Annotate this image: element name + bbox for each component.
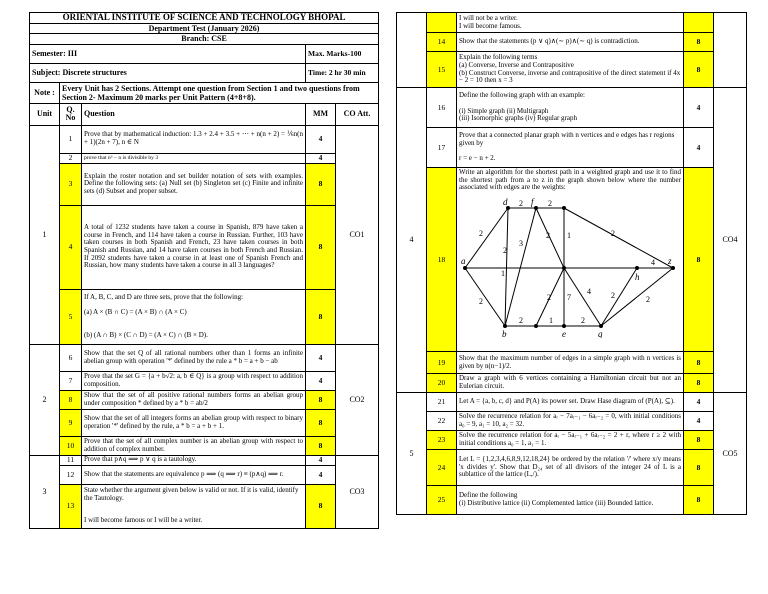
svg-text:1: 1 <box>501 268 505 278</box>
question-text: prove that n³ − n is divisible by 3 <box>82 153 306 163</box>
question-marks: 8 <box>684 352 714 374</box>
test-name: Department Test (January 2026) <box>30 23 379 34</box>
question-marks: 8 <box>306 289 336 344</box>
question-row <box>30 484 379 528</box>
unit-number: 2 <box>30 344 60 455</box>
col-qno: Q. No <box>60 103 82 125</box>
question-text: Show that the statements (p ∨ q)∧(∼ p)∧(∼ q) is contradiction. <box>457 33 684 52</box>
question-marks: 4 <box>306 455 336 465</box>
question-number: 21 <box>427 393 457 412</box>
question-row <box>397 374 747 393</box>
subject-label: Subject: Discrete structures <box>30 63 306 82</box>
question-number: 13 <box>60 484 82 528</box>
question-marks: 4 <box>306 465 336 484</box>
unit-cell-empty <box>397 13 427 88</box>
institute-name: ORIENTAL INSTITUTE OF SCIENCE AND TECHNOLOGY BHOPAL <box>30 13 379 24</box>
question-row <box>30 371 379 390</box>
question-row <box>397 33 747 52</box>
question-text: Define the following (i) Distributive lattice (ii) Complemented lattice (iii) Bounded lattice. <box>457 486 684 515</box>
question-row <box>30 465 379 484</box>
co-attainment: CO3 <box>336 455 379 528</box>
question-text: Prove that by mathematical induction: 1.3 + 2.4 + 3.5 + ⋯ + n(n + 2) = ⅙n(n + 1)(2n + 7), n ∈ N <box>82 125 306 153</box>
co-attainment: CO5 <box>714 393 747 515</box>
question-marks: 8 <box>684 486 714 515</box>
question-text: Show that the set of all integers forms an abelian group with respect to binary operation '*' defined by the rule, a * b = a + b + 1. <box>82 409 306 436</box>
question-number: 24 <box>427 450 457 486</box>
question-row <box>30 153 379 163</box>
question-marks: 8 <box>306 163 336 205</box>
svg-text:3: 3 <box>519 238 523 248</box>
question-number: 25 <box>427 486 457 515</box>
svg-text:2: 2 <box>611 290 615 300</box>
unit-number: 3 <box>30 455 60 528</box>
question-text: If A, B, C, and D are three sets, prove that the following: (a) A × (B ∩ C) = (A × B) ∩ (A × C) (b) (A ∩ B) × (C ∩ D) = (A × C) ∩ (B × D). <box>82 289 306 344</box>
question-text: Prove that a connected planar graph with n vertices and e edges has r regions given by r = e − n + 2. <box>457 128 684 168</box>
svg-text:z: z <box>668 255 672 266</box>
question-number: 10 <box>60 436 82 455</box>
question-number: 1 <box>60 125 82 153</box>
question-number: 3 <box>60 163 82 205</box>
question-marks: 8 <box>306 409 336 436</box>
question-marks: 4 <box>306 344 336 371</box>
question-text: State whether the argument given below is valid or not. If it is valid, identify the Tautology. I will become famous or I will be a writer. <box>82 484 306 528</box>
question-row <box>397 88 747 128</box>
question-text: Solve the recurrence relation for aᵣ − 5aᵣ₋₁ + 6aᵣ₋₂ = 2 + r, where r ≥ 2 with initial conditions a₀ = 1, a₁ = 1. <box>457 431 684 450</box>
svg-text:g: g <box>598 328 603 338</box>
question-marks: 8 <box>306 390 336 409</box>
svg-text:d: d <box>503 197 508 207</box>
question-row <box>397 352 747 374</box>
questions-table-left <box>29 103 379 529</box>
question-text: Solve the recurrence relation for aᵣ − 7aᵣ₋₁ − 6aᵣ₋₂ = 0, with initial conditions a₀ = 9, a₁ = 10, a₂ = 32. <box>457 412 684 431</box>
unit-number: 1 <box>30 125 60 344</box>
svg-text:2: 2 <box>581 315 585 325</box>
question-text: Prove that the set of all complex number is an abelian group with respect to addition of complex number. <box>82 436 306 455</box>
question-row <box>397 393 747 412</box>
question-marks: 8 <box>306 205 336 289</box>
question-text: Prove that the set G = {a + b√2: a, b ∈ Q} is a group with respect to addition composition. <box>82 371 306 390</box>
co-attainment: CO1 <box>336 125 379 344</box>
svg-text:e: e <box>562 328 566 338</box>
unit-number: 4 <box>397 88 427 393</box>
question-marks: 8 <box>684 33 714 52</box>
col-question: Question <box>82 103 306 125</box>
question-text: Let A = {a, b, c, d} and P(A) its power set. Draw Hase diagram of (P(A), ⊆). <box>457 393 684 412</box>
svg-text:2: 2 <box>611 228 615 238</box>
question-row <box>397 168 747 352</box>
svg-text:2: 2 <box>546 230 550 240</box>
question-number: 17 <box>427 128 457 168</box>
question-row <box>30 163 379 205</box>
max-marks-label: Max. Marks-100 <box>306 44 379 63</box>
question-text: Show that the maximum number of edges in a simple graph with n vertices is given by n(n−1)/2. <box>457 352 684 374</box>
question-text: Define the following graph with an example: (i) Simple graph (ii) Multigraph (iii) Isomorphic graphs (iv) Regular graph <box>457 88 684 128</box>
svg-text:h: h <box>635 271 640 282</box>
question-row <box>30 409 379 436</box>
col-mm: MM <box>306 103 336 125</box>
question-row <box>30 205 379 289</box>
question-marks: 4 <box>306 371 336 390</box>
question-text: A total of 1232 students have taken a course in Spanish, 879 have taken a course in French, and 114 have taken a course in Russian. Further, 103 have taken courses in both Spanish and French, 23 have taken courses in both Spanish and Russian, and 14 have taken courses in both French and Russian. If 2092 students have taken a course in at least one of Spanish French and Russian, how many students have taken a course in all 3 languages? <box>82 205 306 289</box>
svg-text:f: f <box>531 197 534 207</box>
left-page <box>29 12 378 529</box>
question-row <box>397 412 747 431</box>
question-row <box>397 486 747 515</box>
svg-text:4: 4 <box>651 257 655 267</box>
right-page <box>396 12 746 515</box>
question-marks: 4 <box>684 128 714 168</box>
svg-text:2: 2 <box>503 245 507 255</box>
question-marks: 8 <box>684 52 714 88</box>
co-attainment: CO2 <box>336 344 379 455</box>
question-text: Explain the roster notation and set builder notation of sets with examples. Define the following sets: (a) Null set (b) Singleton set (c) Finite and infinite sets (d) Subset and proper subset. <box>82 163 306 205</box>
question-marks: 4 <box>306 153 336 163</box>
question-number: 5 <box>60 289 82 344</box>
question-marks: 4 <box>306 125 336 153</box>
note-text: Every Unit has 2 Sections. Attempt one question from Section 1 and two questions from Section 2- Maximum 20 marks per Unit Pattern (4+8+8). <box>60 82 379 103</box>
question-number: 6 <box>60 344 82 371</box>
time-label: Time: 2 hr 30 min <box>306 63 379 82</box>
question-row <box>30 455 379 465</box>
svg-text:2: 2 <box>519 198 523 208</box>
question-marks: 8 <box>306 484 336 528</box>
question-text: Let L = {1,2,3,4,6,8,9,12,18,24} be ordered by the relation '/' where x/y means 'x divides y'. Show that D₂₄ set of all divisors of the integer 24 of L is a sublattice of the lattice (L,/). <box>457 450 684 486</box>
svg-text:a: a <box>461 255 466 266</box>
svg-text:2: 2 <box>548 198 552 208</box>
question-number: 12 <box>60 465 82 484</box>
svg-text:b: b <box>502 328 507 338</box>
weighted-graph-figure <box>461 198 676 338</box>
question-number: 19 <box>427 352 457 374</box>
question-text-continued: I will not be a writer. I will become famous. <box>457 13 684 33</box>
question-number: 4 <box>60 205 82 289</box>
question-number: 2 <box>60 153 82 163</box>
question-number: 23 <box>427 431 457 450</box>
question-cell <box>457 168 684 352</box>
question-text: Show that the set of all positive rational numbers forms an abelian group under composition * defined by a * b = ab/2 <box>82 390 306 409</box>
question-row <box>397 52 747 88</box>
question-row <box>30 125 379 153</box>
question-row <box>397 13 747 33</box>
unit-number: 5 <box>397 393 427 515</box>
svg-text:2: 2 <box>479 228 483 238</box>
svg-text:2: 2 <box>646 294 650 304</box>
question-marks: 8 <box>684 374 714 393</box>
question-row <box>30 344 379 371</box>
question-number: 22 <box>427 412 457 431</box>
question-marks: 8 <box>306 436 336 455</box>
question-marks: 8 <box>684 431 714 450</box>
question-marks: 4 <box>684 393 714 412</box>
question-text: Prove that p∧q ⟹ p ∨ q is a tautology. <box>82 455 306 465</box>
question-marks: 8 <box>684 168 714 352</box>
question-number: 7 <box>60 371 82 390</box>
question-row <box>397 128 747 168</box>
svg-text:4: 4 <box>587 286 591 296</box>
question-number: 16 <box>427 88 457 128</box>
col-unit: Unit <box>30 103 60 125</box>
question-row <box>397 431 747 450</box>
question-marks: 4 <box>684 88 714 128</box>
svg-text:2: 2 <box>547 292 551 302</box>
question-marks: 4 <box>684 412 714 431</box>
co-attainment: CO4 <box>714 88 747 393</box>
question-row <box>30 436 379 455</box>
question-text: Draw a graph with 6 vertices containing a Hamiltonian circuit but not an Eulerian circuit. <box>457 374 684 393</box>
question-row <box>30 289 379 344</box>
question-marks-cell <box>684 13 714 33</box>
question-number: 15 <box>427 52 457 88</box>
note-label: Note : <box>30 82 60 103</box>
question-text: Show that the set Q of all rational numbers other than 1 forms an infinite abelian group with operation '*' defined by the rule a * b = a + b − ab <box>82 344 306 371</box>
branch-label: Branch: CSE <box>30 34 379 45</box>
header-table <box>29 12 379 104</box>
question-number: 8 <box>60 390 82 409</box>
question-number: 18 <box>427 168 457 352</box>
question-marks: 8 <box>684 450 714 486</box>
svg-text:7: 7 <box>567 292 571 302</box>
questions-table-right <box>396 12 747 515</box>
question-number-cell <box>427 13 457 33</box>
question-number: 9 <box>60 409 82 436</box>
col-co: CO Att. <box>336 103 379 125</box>
semester-label: Semester: III <box>30 44 306 63</box>
svg-text:2: 2 <box>519 315 523 325</box>
question-number: 14 <box>427 33 457 52</box>
question-text: Write an algorithm for the shortest path in a weighted graph and use it to find the shortest path from a to z in the graph shown below where the number associated with edges are the weights: <box>459 168 681 192</box>
question-row <box>397 450 747 486</box>
question-row <box>30 390 379 409</box>
co-cell-empty <box>714 13 747 88</box>
question-text: Explain the following terms (a) Converse, Inverse and Contrapositive (b) Construct Converse, inverse and contrapositive of the direct statement if 4x − 2 = 10 then x = 3 <box>457 52 684 88</box>
svg-text:1: 1 <box>567 230 571 240</box>
svg-text:2: 2 <box>479 296 483 306</box>
svg-text:1: 1 <box>549 315 553 325</box>
question-number: 20 <box>427 374 457 393</box>
question-text: Show that the statements are equivalence p ⟹ (q ⟹ r) ≡ (p∧q) ⟹ r. <box>82 465 306 484</box>
question-number: 11 <box>60 455 82 465</box>
